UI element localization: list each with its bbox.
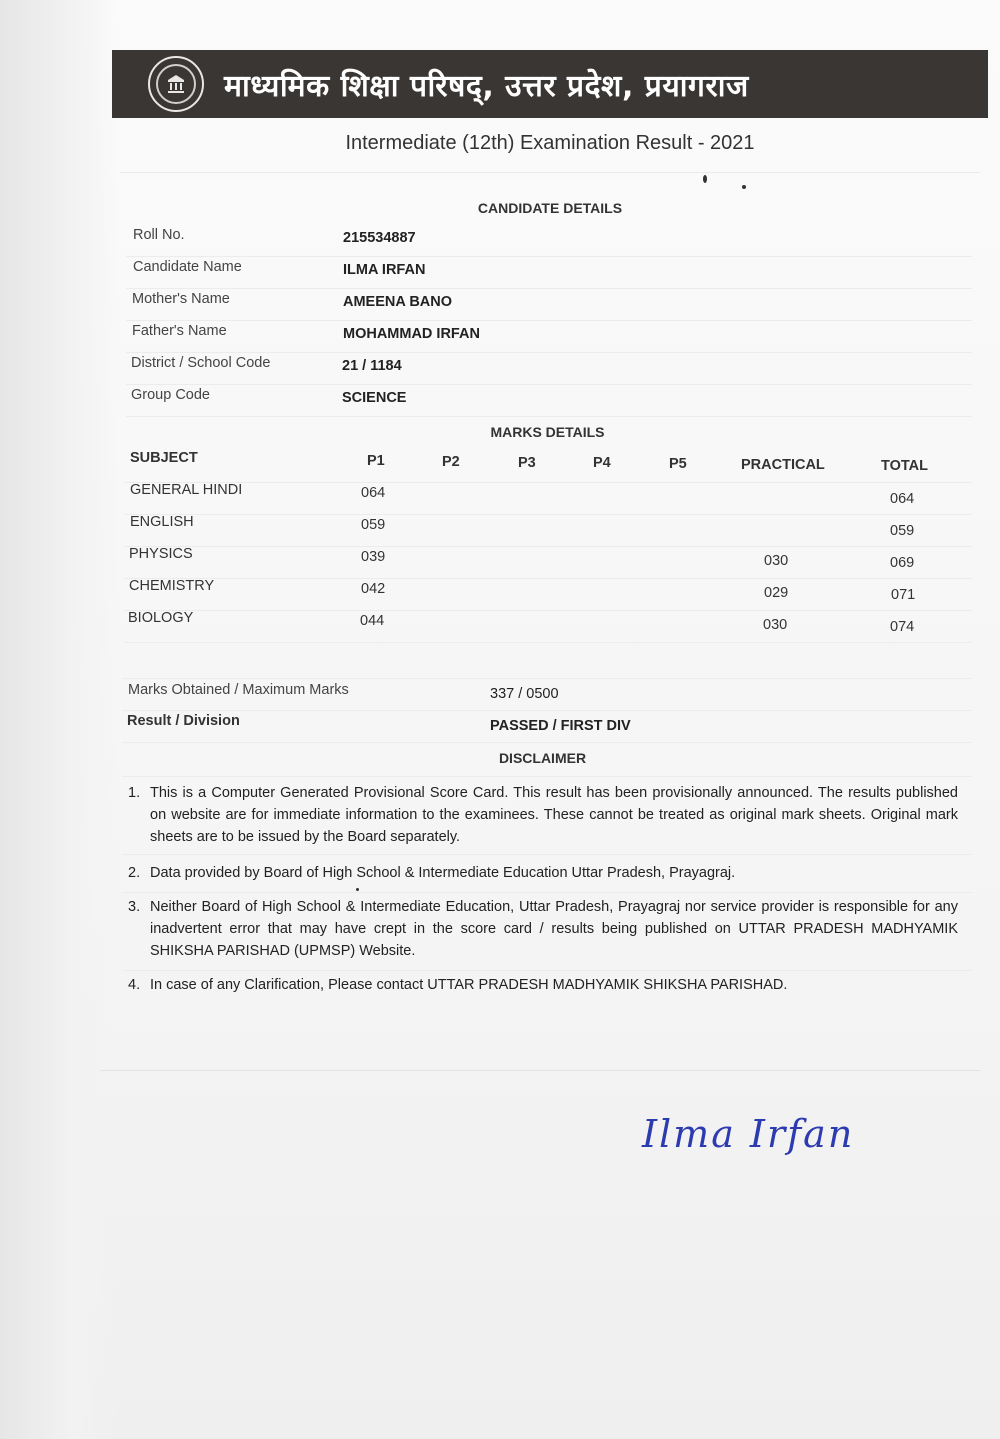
p1-cell: 039 <box>361 549 386 565</box>
field-value: 215534887 <box>343 230 416 246</box>
field-label: Roll No. <box>133 227 185 243</box>
subject-cell: ENGLISH <box>130 514 194 530</box>
total-cell: 071 <box>891 587 916 603</box>
practical-cell: 029 <box>764 585 789 601</box>
p1-cell: 064 <box>361 485 386 501</box>
subject-cell: CHEMISTRY <box>129 578 215 594</box>
disclaimer-item: 3. Neither Board of High School & Intermediate Education, Uttar Pradesh, Prayagraj nor service provider is responsible for any inadvertent error that may have crept in the score card / results being published on UTTAR PRADESH MADHYAMIK SHIKSHA PARISHAD (UPMSP) Website. <box>128 899 958 959</box>
marks-obtained-label: Marks Obtained / Maximum Marks <box>128 682 349 698</box>
board-title: माध्यमिक शिक्षा परिषद्, उत्तर प्रदेश, प्रयागराज <box>224 68 749 104</box>
field-value: AMEENA BANO <box>343 294 453 310</box>
header-p4: P4 <box>593 455 611 471</box>
field-value: SCIENCE <box>342 390 407 406</box>
field-value: ILMA IRFAN <box>343 262 426 278</box>
disclaimer-item: 2. Data provided by Board of High School & Intermediate Education Uttar Pradesh, Prayagraj. <box>128 865 736 881</box>
result-label: Result / Division <box>127 713 240 729</box>
header-subject: SUBJECT <box>130 450 198 466</box>
result-value: PASSED / FIRST DIV <box>490 718 631 734</box>
upmsp-emblem-icon <box>148 56 204 112</box>
field-value: MOHAMMAD IRFAN <box>343 326 480 342</box>
header-p3: P3 <box>518 455 536 471</box>
total-cell: 074 <box>890 619 915 635</box>
practical-cell: 030 <box>764 553 789 569</box>
header-p5: P5 <box>669 456 687 472</box>
total-cell: 059 <box>890 523 915 539</box>
handwritten-signature: Ilma Irfan <box>642 1112 855 1156</box>
disclaimer-item: 1. This is a Computer Generated Provisional Score Card. This result has been provisionally announced. The results published on website are for immediate information to the examinees. These cannot be treated as original mark sheets. Original mark sheets are to be issued by the Board separately. <box>128 785 958 845</box>
subject-cell: GENERAL HINDI <box>130 482 243 498</box>
result-card <box>100 50 980 1071</box>
disclaimer-title: DISCLAIMER <box>498 750 587 766</box>
marks-obtained-value: 337 / 0500 <box>490 686 559 702</box>
field-value: 21 / 1184 <box>342 358 402 374</box>
exam-title: Intermediate (12th) Examination Result - 2021 <box>345 132 755 154</box>
p1-cell: 042 <box>361 581 386 597</box>
field-label: Group Code <box>131 387 210 403</box>
disclaimer-item: 4. In case of any Clarification, Please contact UTTAR PRADESH MADHYAMIK SHIKSHA PARISHAD. <box>128 977 788 993</box>
ink-speck <box>742 185 746 189</box>
field-label: District / School Code <box>131 355 271 371</box>
field-label: Candidate Name <box>133 259 242 275</box>
header-practical: PRACTICAL <box>741 457 825 473</box>
header-total: TOTAL <box>881 458 928 474</box>
subject-cell: BIOLOGY <box>128 610 194 626</box>
practical-cell: 030 <box>763 617 788 633</box>
total-cell: 069 <box>890 555 915 571</box>
header-p1: P1 <box>367 453 385 469</box>
field-label: Mother's Name <box>132 291 230 307</box>
total-cell: 064 <box>890 491 915 507</box>
ink-speck <box>703 175 707 183</box>
board-header <box>112 50 988 118</box>
candidate-section-title: CANDIDATE DETAILS <box>477 200 623 216</box>
header-p2: P2 <box>442 454 460 470</box>
field-label: Father's Name <box>132 323 227 339</box>
p1-cell: 059 <box>361 517 386 533</box>
p1-cell: 044 <box>360 613 385 629</box>
subject-cell: PHYSICS <box>129 546 193 562</box>
ink-speck <box>356 888 359 891</box>
divider <box>120 172 980 173</box>
marks-section-title: MARKS DETAILS <box>490 424 605 440</box>
